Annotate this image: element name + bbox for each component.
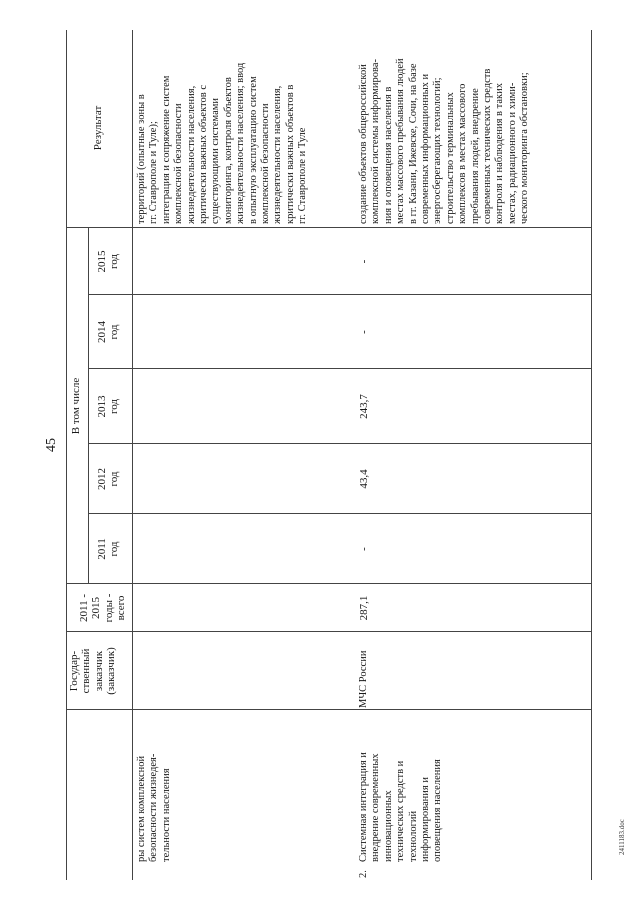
header-year-2015: 2015 год: [96, 250, 121, 273]
col-border-8: [66, 227, 591, 228]
row2-customer: МЧС России: [358, 650, 369, 708]
col-border-3: [66, 583, 591, 584]
table-top-border: [66, 30, 67, 880]
row2-total: 287,1: [358, 595, 370, 621]
row2-result: создание объектов общероссийской комплексной системы информирова- ния и оповещения населения в местах массового пребывания людей в гг. Казани, Ижевске, Сочи, на базе современных информационных и энергосберегающих технологий; строительство терминальных комплексов в местах массового пребывания людей, внедрение современных технических средств контроля и наблюдения в таких местах, радиационного и хими- ческого мониторинга обстановки;: [358, 58, 531, 224]
col-border-5: [88, 443, 591, 444]
col-border-7: [88, 294, 591, 295]
page-number: 45: [44, 438, 59, 452]
program-table: [66, 30, 591, 880]
header-bottom-border: [132, 30, 133, 880]
row2-2013: 243,7: [358, 394, 370, 419]
table-bottom-border: [591, 30, 592, 880]
header-including: В том числе: [70, 377, 82, 435]
header-year-2014: 2014 год: [96, 321, 121, 343]
col-border-1: [66, 709, 591, 710]
row2-name: Системная интеграция и внедрение современных инновационных технических средств и технологий информирования и оповещения населения: [358, 752, 444, 862]
including-divider: [88, 228, 89, 584]
header-total: 2011 - 2015 годы - всего: [78, 593, 128, 623]
header-customer: Государ- ственный заказчик (заказчик): [68, 647, 118, 695]
row2-number: 2.: [358, 870, 369, 878]
row2-2012: 43,4: [358, 469, 370, 489]
header-year-2013: 2013 год: [96, 395, 121, 418]
row2-2015: -: [358, 259, 370, 264]
header-year-2011: 2011 год: [96, 538, 121, 560]
row2-2011: -: [358, 547, 370, 551]
row2-2014: -: [358, 330, 370, 334]
col-border-4: [88, 513, 591, 514]
col-border-6: [88, 368, 591, 369]
col-border-2: [66, 631, 591, 632]
header-result: Результат: [92, 105, 104, 151]
header-year-2012: 2012 год: [96, 468, 121, 490]
rotated-table-sheet: [66, 30, 591, 880]
continuation-result: территорий (опытные зоны в гг. Ставрополе и Туле); интеграция и сопряжение систем комплексной безопасности жизнедеятельности населения, критически важных объектов с существующими системами мониторинга, контроля объектов жизнедеятельности населения; ввод в опытную эксплуатацию систем комплексной безопасности жизнедеятельности населения, критически важных объектов в гг. Ставрополе и Туле: [136, 62, 309, 224]
continuation-name: ры систем комплексной безопасности жизнедея- тельности населения: [136, 753, 172, 862]
document-code: 2411183.doc: [618, 819, 626, 855]
